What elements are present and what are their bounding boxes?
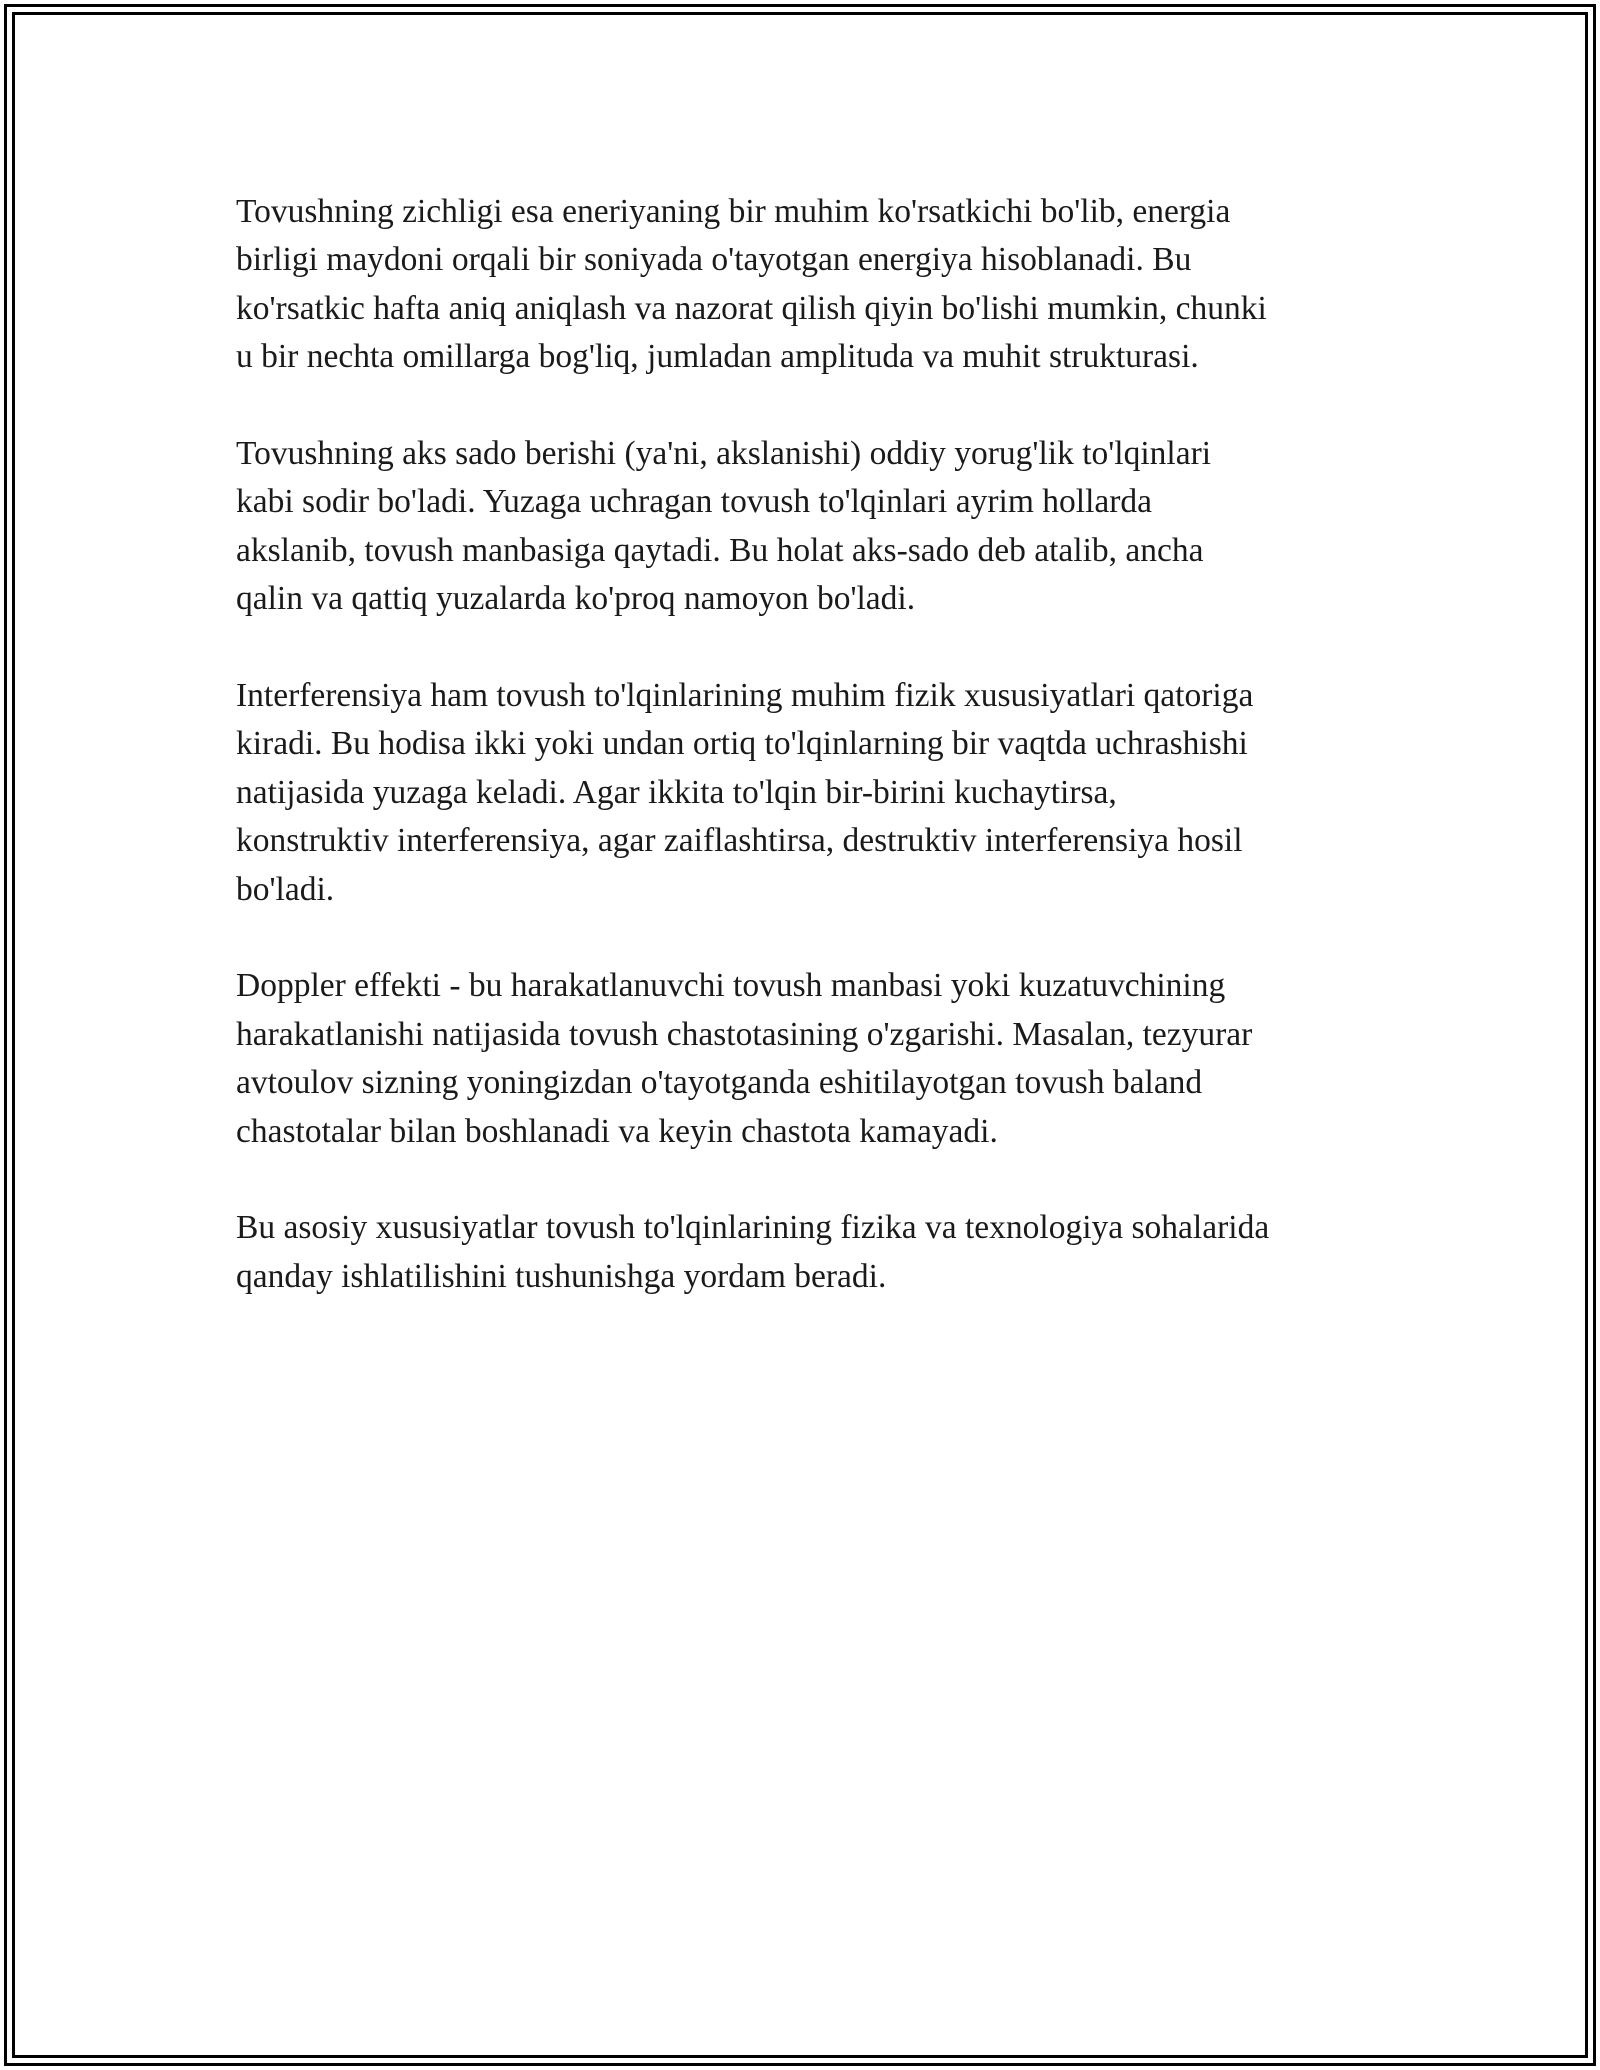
text-line: avtoulov sizning yoningizdan o'tayotganda eshitilayotgan tovush baland <box>236 1064 1203 1102</box>
text-line: Doppler effekti - bu harakatlanuvchi tovush manbasi yoki kuzatuvchining <box>236 967 1226 1005</box>
text-line: Bu asosiy xususiyatlar tovush to'lqinlarining fizika va texnologiya sohalarida <box>236 1209 1270 1247</box>
text-line: bo'ladi. <box>236 870 335 908</box>
text-line: Interferensiya ham tovush to'lqinlarining muhim fizik xususiyatlari qatoriga <box>236 677 1254 715</box>
text-line: qanday ishlatilishini tushunishga yordam beradi. <box>236 1257 887 1295</box>
text-line: u bir nechta omillarga bog'liq, jumladan amplituda va muhit strukturasi. <box>236 338 1199 376</box>
text-line: chastotalar bilan boshlanadi va keyin chastota kamayadi. <box>236 1112 998 1150</box>
text-line: natijasida yuzaga keladi. Agar ikkita to'lqin bir-birini kuchaytirsa, <box>236 773 1117 811</box>
text-line: Tovushning aks sado berishi (ya'ni, akslanishi) oddiy yorug'lik to'lqinlari <box>236 435 1212 473</box>
text-line: harakatlanishi natijasida tovush chastotasining o'zgarishi. Masalan, tezyurar <box>236 1015 1253 1053</box>
text-line: qalin va qattiq yuzalarda ko'proq namoyon bo'ladi. <box>236 580 916 618</box>
paragraph-doppler <box>236 962 1376 1156</box>
text-line: kabi sodir bo'ladi. Yuzaga uchragan tovush to'lqinlari ayrim hollarda <box>236 483 1153 521</box>
paragraph-echo <box>236 430 1376 624</box>
text-line: Tovushning zichligi esa eneriyaning bir muhim ko'rsatkichi bo'lib, energia <box>236 193 1231 230</box>
text-line: kiradi. Bu hodisa ikki yoki undan ortiq to'lqinlarning bir vaqtda uchrashishi <box>236 725 1248 763</box>
text-line: akslanib, tovush manbasiga qaytadi. Bu holat aks-sado deb atalib, ancha <box>236 531 1204 569</box>
text-line: konstruktiv interferensiya, agar zaiflashtirsa, destruktiv interferensiya hosil <box>236 822 1243 860</box>
paragraph-conclusion <box>236 1204 1376 1301</box>
paragraph-interference <box>236 672 1376 914</box>
text-line: birligi maydoni orqali bir soniyada o'tayotgan energiya hisoblanadi. Bu <box>236 241 1192 279</box>
document-body <box>236 188 1376 1350</box>
text-line: ko'rsatkic hafta aniq aniqlash va nazorat qilish qiyin bo'lishi mumkin, chunki <box>236 289 1267 327</box>
paragraph-sound-intensity <box>236 188 1376 382</box>
